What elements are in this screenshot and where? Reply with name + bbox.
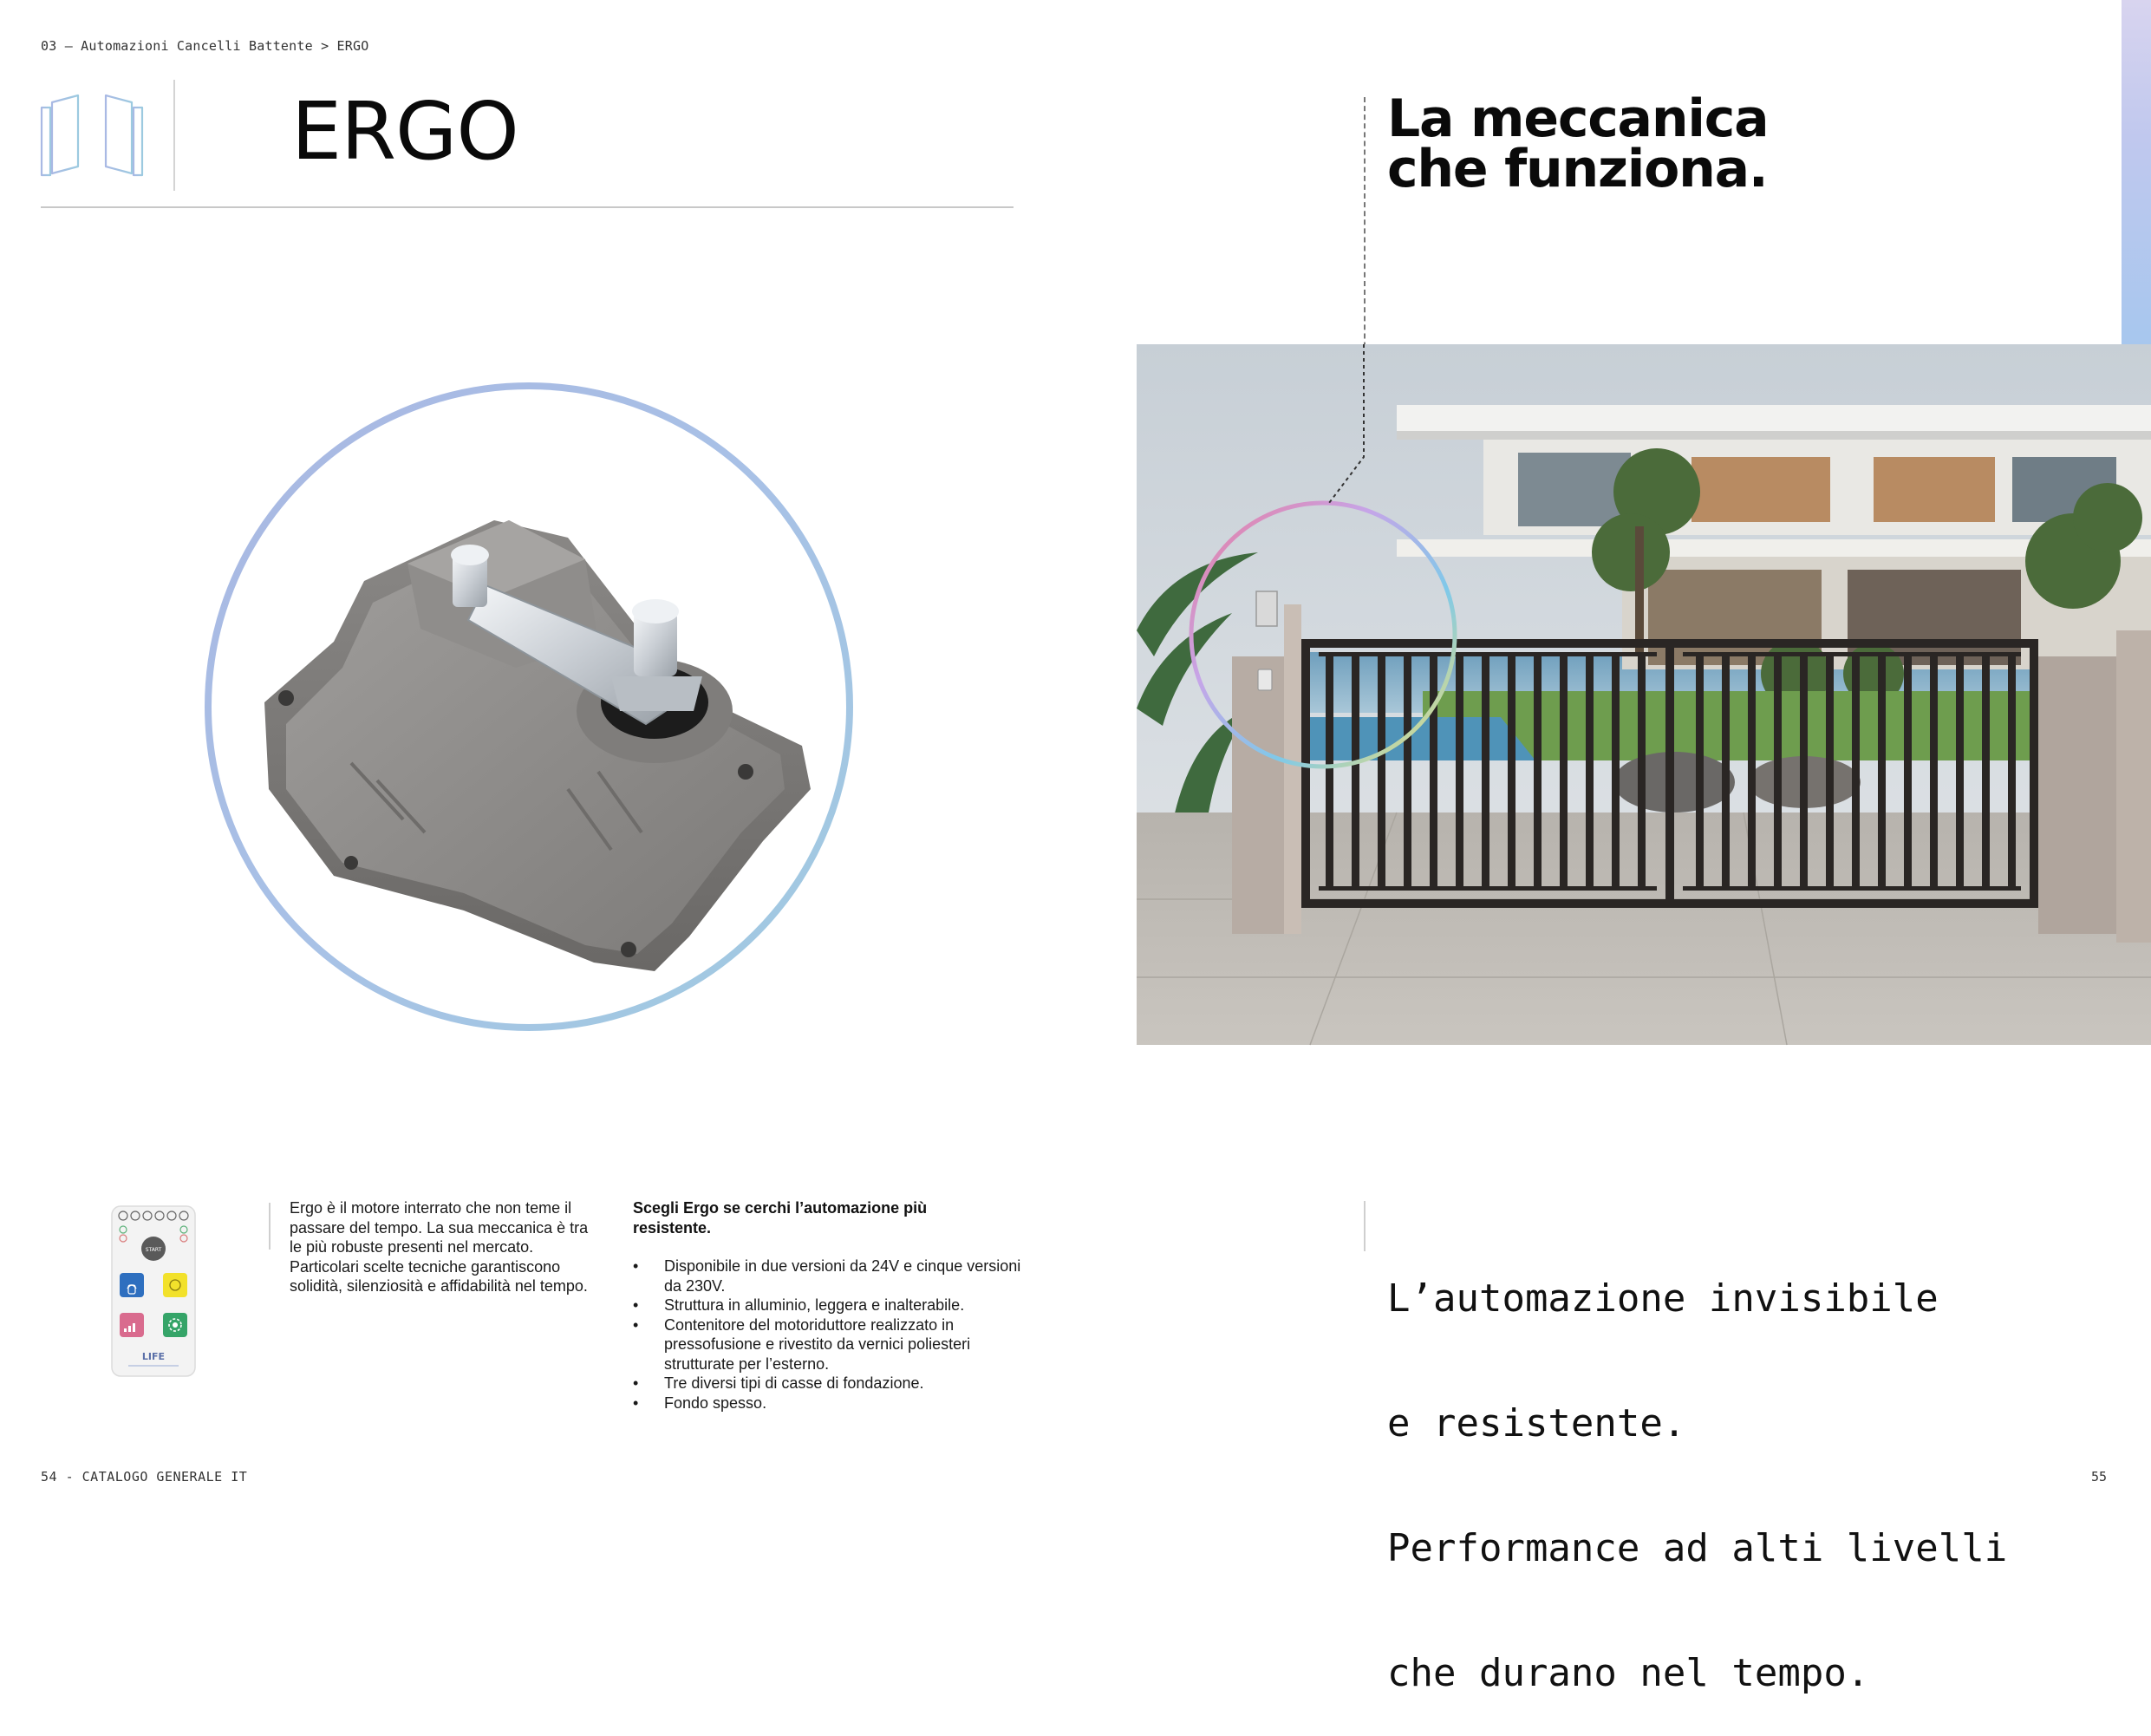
product-description: Ergo è il motore interrato che non teme il passare del tempo. La sua meccanica è tra le più robuste presenti nel mercato. Particolari scelte tecniche garantiscono solidità, silenziosità e affidabilità nel tempo. [290, 1199, 589, 1295]
gate-scene-photo [1137, 344, 2151, 1045]
headline-line-2: che funziona. [1387, 139, 1768, 199]
start-label: START [145, 1247, 162, 1253]
tagline-line-1: L’automazione invisibile [1387, 1276, 1939, 1321]
swing-gate-icon [40, 94, 144, 177]
description-divider [269, 1203, 271, 1250]
tagline [1387, 1195, 2007, 1736]
page-title: ERGO [291, 85, 518, 178]
product-image [204, 382, 854, 1032]
page-number: 55 [2091, 1469, 2108, 1485]
remote-brand: LIFE [141, 1351, 166, 1362]
tagline-divider [1364, 1201, 1366, 1251]
feature-item: • Contenitore del motoriduttore realizzato in pressofusione e rivestito da vernici poliesteri strutturate per l’esterno. [633, 1315, 1032, 1374]
header-rule [41, 206, 1014, 208]
feature-item: • Fondo spesso. [633, 1393, 1032, 1413]
features-title: Scegli Ergo se cerchi l’automazione più resistente. [633, 1199, 928, 1237]
tagline-line-4: che durano nel tempo. [1387, 1651, 1870, 1695]
tagline-line-2: e resistente. [1387, 1401, 1686, 1446]
side-gradient-stripe [2122, 0, 2151, 344]
headline-line-1: La meccanica [1387, 88, 1769, 149]
tagline-line-3: Performance ad alti livelli [1387, 1526, 2008, 1570]
feature-item: • Disponibile in due versioni da 24V e cinque versioni da 230V. [633, 1256, 1032, 1295]
headline [1387, 88, 1769, 199]
feature-item: • Tre diversi tipi di casse di fondazione. [633, 1374, 1032, 1393]
breadcrumb: 03 — Automazioni Cancelli Battente > ERGO [41, 38, 369, 54]
sun-icon [163, 1273, 187, 1297]
features-list [633, 1256, 1032, 1413]
title-divider [173, 80, 175, 191]
footer-left: 54 - CATALOGO GENERALE IT [41, 1469, 248, 1485]
signal-bars-icon [120, 1313, 144, 1337]
feature-item: • Struttura in alluminio, leggera e inalterabile. [633, 1295, 1032, 1315]
remote-control-image [111, 1205, 196, 1377]
